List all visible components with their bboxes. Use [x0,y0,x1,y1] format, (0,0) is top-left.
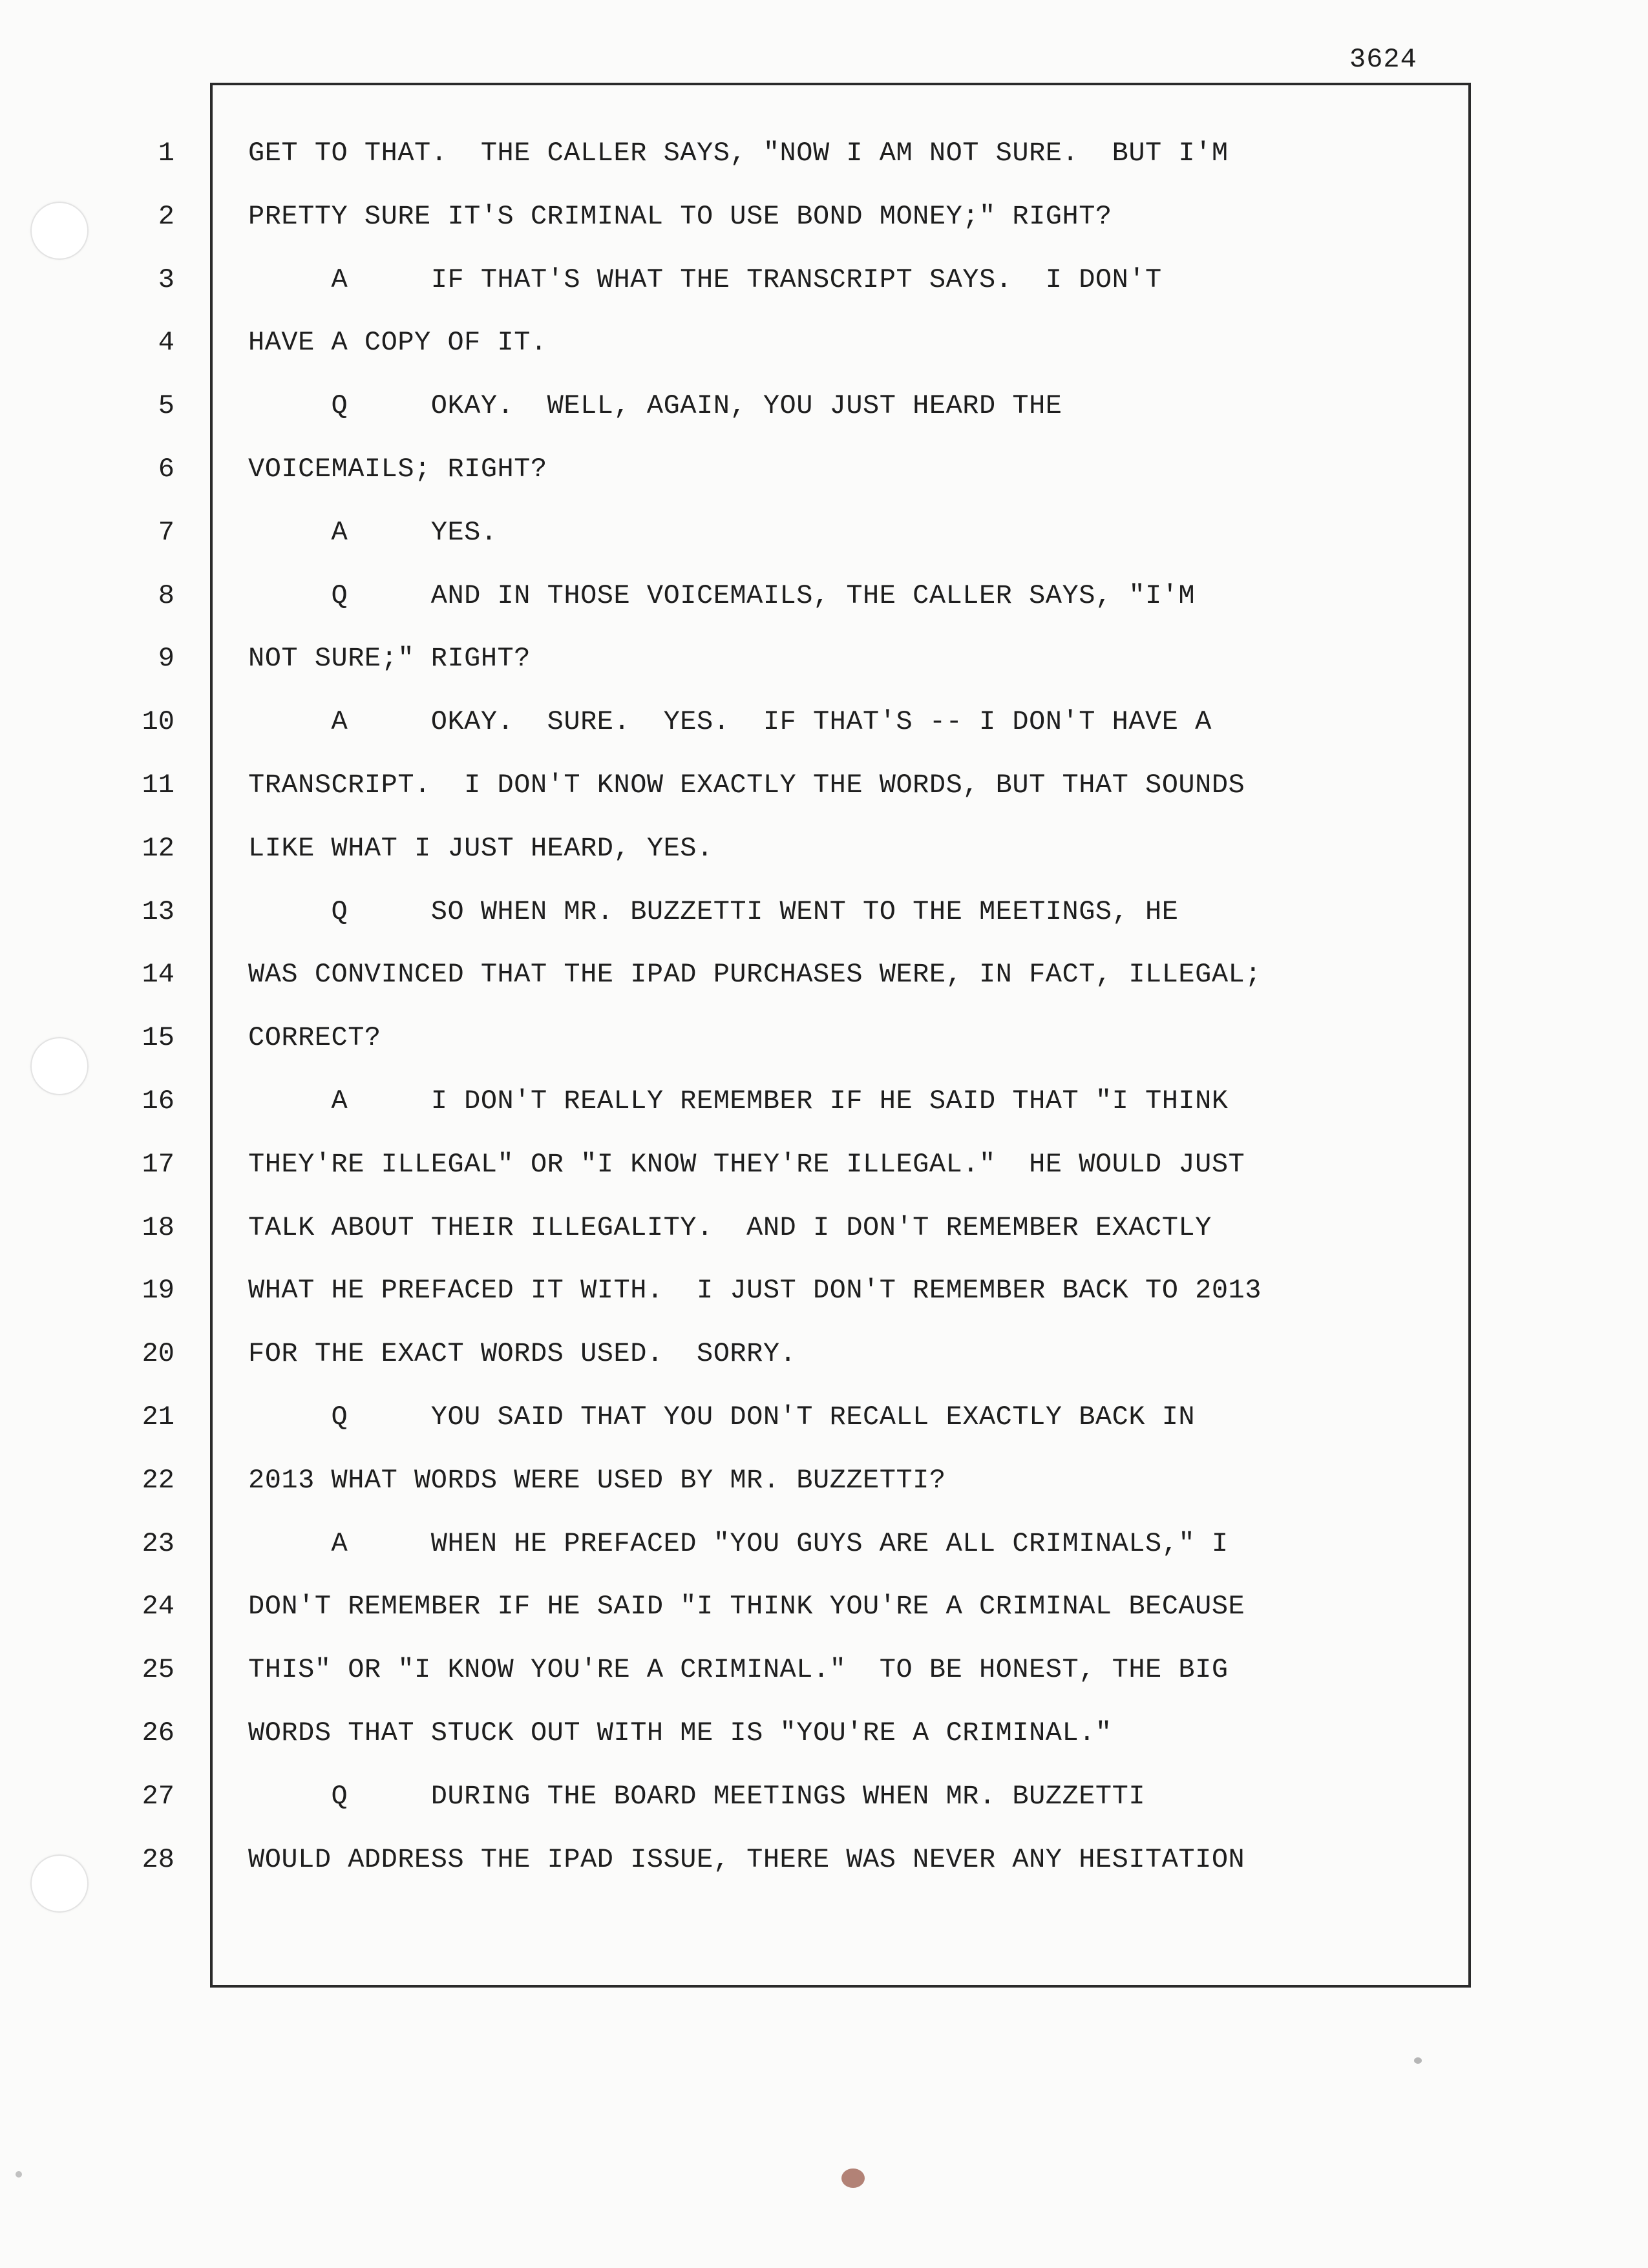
line-number: 13 [142,896,174,927]
transcript-line: PRETTY SURE IT'S CRIMINAL TO USE BOND MONEY;" RIGHT? [248,201,1112,232]
scan-speck [16,2171,22,2178]
line-number: 17 [142,1149,174,1180]
line-number: 19 [142,1275,174,1306]
line-number: 14 [142,959,174,990]
line-number: 15 [142,1022,174,1053]
transcript-line: DON'T REMEMBER IF HE SAID "I THINK YOU'RE A CRIMINAL BECAUSE [248,1591,1245,1622]
transcript-line: FOR THE EXACT WORDS USED. SORRY. [248,1338,797,1369]
line-number: 18 [142,1212,174,1243]
transcript-line: WORDS THAT STUCK OUT WITH ME IS "YOU'RE A CRIMINAL." [248,1717,1112,1748]
line-number: 16 [142,1086,174,1117]
transcript-line: TALK ABOUT THEIR ILLEGALITY. AND I DON'T REMEMBER EXACTLY [248,1212,1212,1243]
punch-hole-top [30,202,89,260]
transcript-line: 2013 WHAT WORDS WERE USED BY MR. BUZZETTI? [248,1465,946,1496]
line-number: 28 [142,1844,174,1875]
line-number: 9 [158,643,174,674]
line-number: 24 [142,1591,174,1622]
transcript-line: A OKAY. SURE. YES. IF THAT'S -- I DON'T HAVE A [248,706,1212,737]
line-number: 3 [158,264,174,295]
line-number: 10 [142,706,174,737]
line-number: 25 [142,1654,174,1685]
line-number: 8 [158,580,174,611]
line-number: 7 [158,517,174,548]
line-number: 12 [142,833,174,864]
line-number: 26 [142,1717,174,1748]
transcript-line: Q AND IN THOSE VOICEMAILS, THE CALLER SAYS, "I'M [248,580,1196,611]
line-number: 11 [142,770,174,801]
transcript-line: VOICEMAILS; RIGHT? [248,454,547,485]
transcript-line: Q OKAY. WELL, AGAIN, YOU JUST HEARD THE [248,390,1062,421]
line-number: 1 [158,138,174,169]
transcript-line: Q SO WHEN MR. BUZZETTI WENT TO THE MEETINGS, HE [248,896,1179,927]
transcript-line: LIKE WHAT I JUST HEARD, YES. [248,833,713,864]
transcript-line: TRANSCRIPT. I DON'T KNOW EXACTLY THE WORDS, BUT THAT SOUNDS [248,770,1245,801]
transcript-line: WOULD ADDRESS THE IPAD ISSUE, THERE WAS NEVER ANY HESITATION [248,1844,1245,1875]
transcript-line: THEY'RE ILLEGAL" OR "I KNOW THEY'RE ILLEGAL." HE WOULD JUST [248,1149,1245,1180]
line-number: 27 [142,1781,174,1812]
transcript-line: A WHEN HE PREFACED "YOU GUYS ARE ALL CRIMINALS," I [248,1528,1229,1559]
line-number: 22 [142,1465,174,1496]
transcript-line: WHAT HE PREFACED IT WITH. I JUST DON'T REMEMBER BACK TO 2013 [248,1275,1262,1306]
line-number: 20 [142,1338,174,1369]
line-number: 5 [158,390,174,421]
transcript-line: NOT SURE;" RIGHT? [248,643,531,674]
transcript-line: WAS CONVINCED THAT THE IPAD PURCHASES WERE, IN FACT, ILLEGAL; [248,959,1262,990]
punch-hole-bottom [30,1854,89,1913]
transcript-line: A IF THAT'S WHAT THE TRANSCRIPT SAYS. I DON'T [248,264,1162,295]
page-number: 3624 [1349,44,1417,75]
transcript-line: A YES. [248,517,498,548]
scan-speck [1414,2057,1422,2064]
transcript-line: A I DON'T REALLY REMEMBER IF HE SAID THAT "I THINK [248,1086,1229,1117]
line-number: 2 [158,201,174,232]
line-number: 21 [142,1402,174,1433]
transcript-line: Q DURING THE BOARD MEETINGS WHEN MR. BUZZETTI [248,1781,1146,1812]
scan-speck [841,2168,865,2188]
transcript-line: CORRECT? [248,1022,381,1053]
line-number: 23 [142,1528,174,1559]
line-number: 6 [158,454,174,485]
transcript-line: Q YOU SAID THAT YOU DON'T RECALL EXACTLY BACK IN [248,1402,1196,1433]
punch-hole-middle [30,1037,89,1095]
transcript-line: THIS" OR "I KNOW YOU'RE A CRIMINAL." TO BE HONEST, THE BIG [248,1654,1229,1685]
line-number: 4 [158,327,174,358]
transcript-line: HAVE A COPY OF IT. [248,327,547,358]
transcript-line: GET TO THAT. THE CALLER SAYS, "NOW I AM NOT SURE. BUT I'M [248,138,1229,169]
